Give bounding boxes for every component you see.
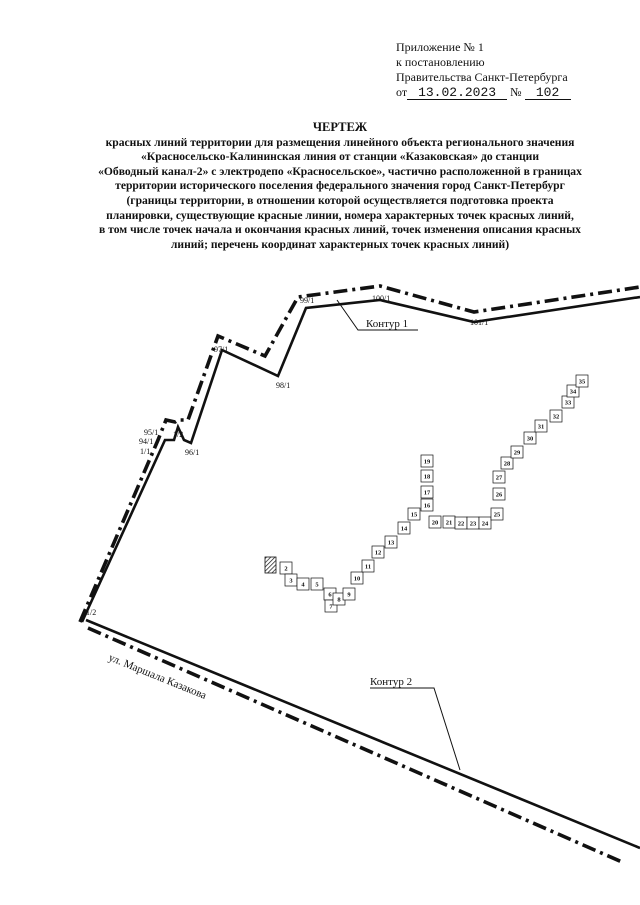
- point-number-17: 17: [423, 489, 431, 497]
- contour-2-label: Контур 2: [370, 676, 413, 688]
- title-line-8: линий; перечень координат характерных точек красных линий): [170, 237, 510, 251]
- point-number-25: 25: [493, 511, 501, 519]
- point-number-30: 30: [526, 435, 534, 443]
- point-99-label: 99/1: [300, 296, 315, 305]
- point-number-8: 8: [337, 596, 341, 604]
- point-100-label: 100/1: [372, 294, 391, 303]
- contour-2-leader: [370, 688, 460, 770]
- appendix-line-2: к постановлению: [396, 55, 485, 69]
- point-number-32: 32: [552, 413, 560, 421]
- point-96-label: 96/1: [185, 448, 200, 457]
- point-number-28: 28: [503, 460, 511, 468]
- contour-2-red-line: [88, 628, 622, 862]
- title-line-5: (границы территории, в отношении которой осуществляется подготовка проекта: [126, 193, 554, 207]
- point-number-29: 29: [513, 449, 521, 457]
- title-line-6: планировки, существующие красные линии, номера характерных точек красных линий,: [106, 208, 574, 222]
- point-number-34: 34: [569, 388, 577, 396]
- title-line-2: «Красносельско-Калининская линия от станции «Казаковская» до станции: [140, 150, 540, 164]
- point-number-33: 33: [564, 399, 572, 407]
- date-prefix: от: [396, 85, 408, 99]
- point-number-12: 12: [374, 549, 382, 557]
- point-number-9: 9: [347, 591, 351, 599]
- point-number-6: 6: [328, 591, 332, 599]
- point-number-15: 15: [410, 511, 418, 519]
- point-number-35: 35: [578, 378, 586, 386]
- point-97-label: 97/1: [214, 345, 229, 354]
- contour-2-solid-line: [86, 620, 640, 848]
- point-number-11: 11: [364, 563, 372, 571]
- contour-1-red-line: [80, 286, 640, 622]
- point-number-2: 2: [284, 565, 288, 573]
- point-number-21: 21: [445, 519, 453, 527]
- point-number-4: 4: [301, 581, 305, 589]
- contour-1-label: Контур 1: [366, 318, 409, 330]
- point-number-23: 23: [469, 520, 477, 528]
- hatched-area: [265, 557, 276, 573]
- appendix-line-3: Правительства Санкт-Петербурга: [396, 70, 568, 84]
- number-prefix: №: [510, 85, 522, 99]
- point-2-label: 1/2: [86, 608, 97, 617]
- point-number-20: 20: [431, 519, 439, 527]
- point-95-label: 95/1: [144, 428, 159, 437]
- point-number-5: 5: [315, 581, 319, 589]
- point-number-31: 31: [537, 423, 545, 431]
- point-number-26: 26: [495, 491, 503, 499]
- point-number-27: 27: [495, 474, 503, 482]
- point-1-label: 1/1: [140, 447, 151, 456]
- point-94-label: 94/1: [139, 437, 154, 446]
- title-line-1: красных линий территории для размещения линейного объекта регионального значения: [105, 135, 575, 149]
- decree-date: 13.02.2023: [407, 86, 507, 100]
- point-98-label: 98/1: [276, 381, 291, 390]
- point-number-24: 24: [481, 520, 489, 528]
- title-line-4: территории исторического поселения федерального значения город Санкт-Петербург: [115, 179, 565, 193]
- point-number-22: 22: [457, 520, 465, 528]
- point-101-label: 101/1: [470, 318, 489, 327]
- title-line-7: в том числе точек начала и окончания красных линий, точек изменения описания красных: [99, 223, 581, 237]
- title-line-3: «Обводный канал-2» с электродепо «Красносельское», частично расположенной в границах: [98, 164, 582, 178]
- point-number-16: 16: [423, 502, 431, 510]
- point-number-19: 19: [423, 458, 431, 466]
- point-number-3: 3: [289, 577, 293, 585]
- point-number-10: 10: [353, 575, 361, 583]
- title-heading: ЧЕРТЕЖ: [312, 120, 368, 134]
- point-1-2-label: 1/2: [173, 430, 184, 439]
- point-number-14: 14: [400, 525, 408, 533]
- point-number-13: 13: [387, 539, 395, 547]
- decree-number: 102: [525, 86, 571, 100]
- street-label: ул. Маршала Казакова: [106, 651, 209, 702]
- point-number-18: 18: [423, 473, 431, 481]
- numbered-points-group: [280, 375, 588, 612]
- appendix-line-1: Приложение № 1: [396, 40, 484, 54]
- point-number-7: 7: [329, 603, 333, 611]
